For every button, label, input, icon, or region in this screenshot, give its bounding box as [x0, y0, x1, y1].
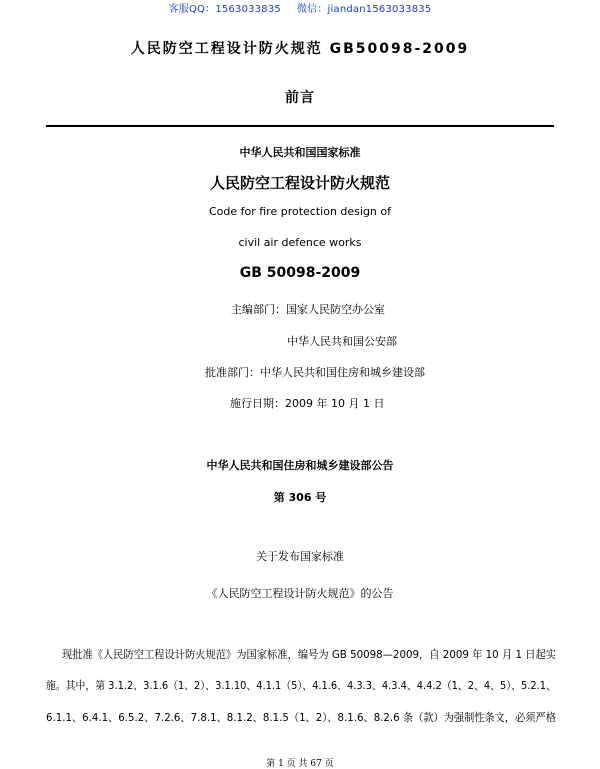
body-paragraph-line3: 6.1.1、6.4.1、6.5.2、7.2.6、7.8.1、8.1.2、8.1.5（1、2）、8.1.6、8.2.6 条（款）为强制性条文，必须严格 [46, 711, 556, 724]
standard-title: 人民防空工程设计防火规范 [209, 174, 390, 192]
standard-issuer: 中华人民共和国国家标准 [239, 146, 361, 159]
standard-title-english-line2: civil air defence works [238, 236, 362, 249]
effective-date: 施行日期：2009 年 10 月 1 日 [230, 397, 385, 410]
horizontal-divider [46, 125, 554, 127]
notice-subject-line1: 关于发布国家标准 [256, 550, 344, 563]
standard-title-english-line1: Code for fire protection design of [208, 205, 392, 218]
contact-qq: 客服QQ：1563033835 [168, 4, 281, 15]
section-heading: 前言 [285, 90, 315, 106]
chief-editor: 主编部门：国家人民防空办公室 [231, 303, 385, 316]
body-paragraph-line2: 施。其中，第 3.1.2、3.1.6（1、2）、3.1.10、4.1.1（5）、4.1.6、4.3.3、4.3.4、4.4.2（1、2、4、5）、5.2.1、 [46, 679, 556, 692]
body-paragraph-line1: 现批准《人民防空工程设计防火规范》为国家标准，编号为 GB 50098—2009，自 2009 年 10 月 1 日起实 [62, 648, 557, 661]
contact-wechat: 微信：jiandan1563033835 [296, 4, 432, 15]
notice-subject-line2: 《人民防空工程设计防火规范》的公告 [206, 587, 394, 600]
document-title: 人民防空工程设计防火规范 GB50098-2009 [130, 41, 470, 57]
page-indicator: 第 1 页 共 67 页 [266, 759, 334, 769]
contact-banner [0, 0, 600, 15]
standard-code: GB 50098-2009 [239, 265, 361, 281]
approver: 批准部门：中华人民共和国住房和城乡建设部 [205, 366, 425, 379]
notice-number: 第 306 号 [273, 491, 327, 504]
chief-editor-secondary: 中华人民共和国公安部 [287, 335, 397, 348]
notice-organization: 中华人民共和国住房和城乡建设部公告 [206, 459, 394, 472]
